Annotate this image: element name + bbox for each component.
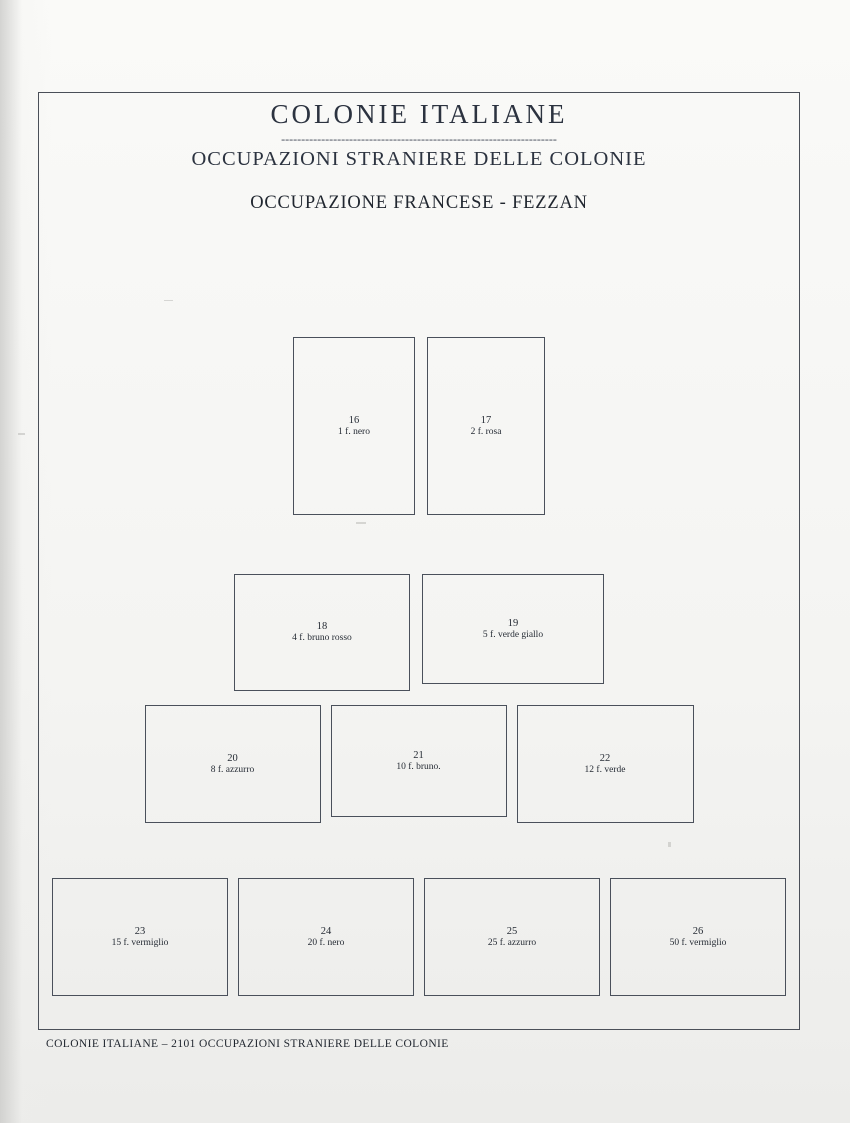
stamp-slot-21[interactable] — [331, 705, 507, 817]
stamp-slot-number: 18 — [316, 621, 328, 632]
page-subtitle: OCCUPAZIONI STRANIERE DELLE COLONIE — [191, 147, 647, 170]
stamp-slot-description: 10 f. bruno. — [396, 761, 441, 772]
stamp-slot-26[interactable] — [610, 878, 786, 996]
stamp-row-3 — [38, 705, 800, 823]
stamp-slot-number: 16 — [348, 414, 360, 426]
stamp-slot-number: 26 — [692, 925, 704, 937]
stamp-slot-description: 15 f. vermiglio — [111, 937, 169, 948]
stamp-slot-18[interactable] — [234, 574, 410, 691]
stamp-slot-number: 21 — [413, 749, 424, 761]
stamp-slot-description: 2 f. rosa — [470, 426, 502, 437]
stamp-slot-number: 20 — [227, 752, 238, 764]
stamp-slot-19[interactable] — [422, 574, 604, 684]
page-header — [38, 100, 800, 214]
stamp-row-1 — [38, 337, 800, 515]
stamp-slot-description: 8 f. azzurro — [210, 764, 255, 775]
stamp-slot-description: 5 f. verde giallo — [482, 629, 544, 640]
stamp-slot-number: 19 — [507, 617, 519, 629]
page-footer: COLONIE ITALIANE – 2101 OCCUPAZIONI STRANIERE DELLE COLONIE — [46, 1038, 449, 1050]
stamp-slot-number: 24 — [320, 925, 332, 937]
stamp-slot-number: 23 — [134, 925, 146, 937]
stamp-slot-23[interactable] — [52, 878, 228, 996]
stamp-slot-number: 17 — [480, 414, 492, 426]
stamp-slot-number: 22 — [599, 752, 611, 764]
stamp-slot-17[interactable] — [427, 337, 545, 515]
page-title: COLONIE ITALIANE — [270, 99, 568, 129]
stamp-slot-description: 25 f. azzurro — [487, 937, 537, 948]
stamp-row-4 — [38, 878, 800, 996]
paper-speck — [18, 433, 25, 435]
stamp-slot-description: 4 f. bruno rosso — [292, 633, 352, 644]
stamp-slot-24[interactable] — [238, 878, 414, 996]
title-divider-rule: --------------------------------------------------------------------- — [281, 131, 557, 146]
stamp-slot-description: 1 f. nero — [338, 426, 370, 437]
stamp-slot-number: 25 — [506, 925, 518, 937]
stamp-slot-description: 20 f. nero — [307, 937, 345, 948]
stamp-row-2 — [38, 574, 800, 691]
stamp-slot-description: 50 f. vermiglio — [669, 937, 727, 948]
stamp-slot-25[interactable] — [424, 878, 600, 996]
stamp-slot-16[interactable] — [293, 337, 415, 515]
stamp-slot-description: 12 f. verde — [584, 764, 626, 775]
stamp-slot-22[interactable] — [517, 705, 694, 823]
page-section-title: OCCUPAZIONE FRANCESE - FEZZAN — [250, 192, 588, 213]
stamp-slot-20[interactable] — [145, 705, 321, 823]
